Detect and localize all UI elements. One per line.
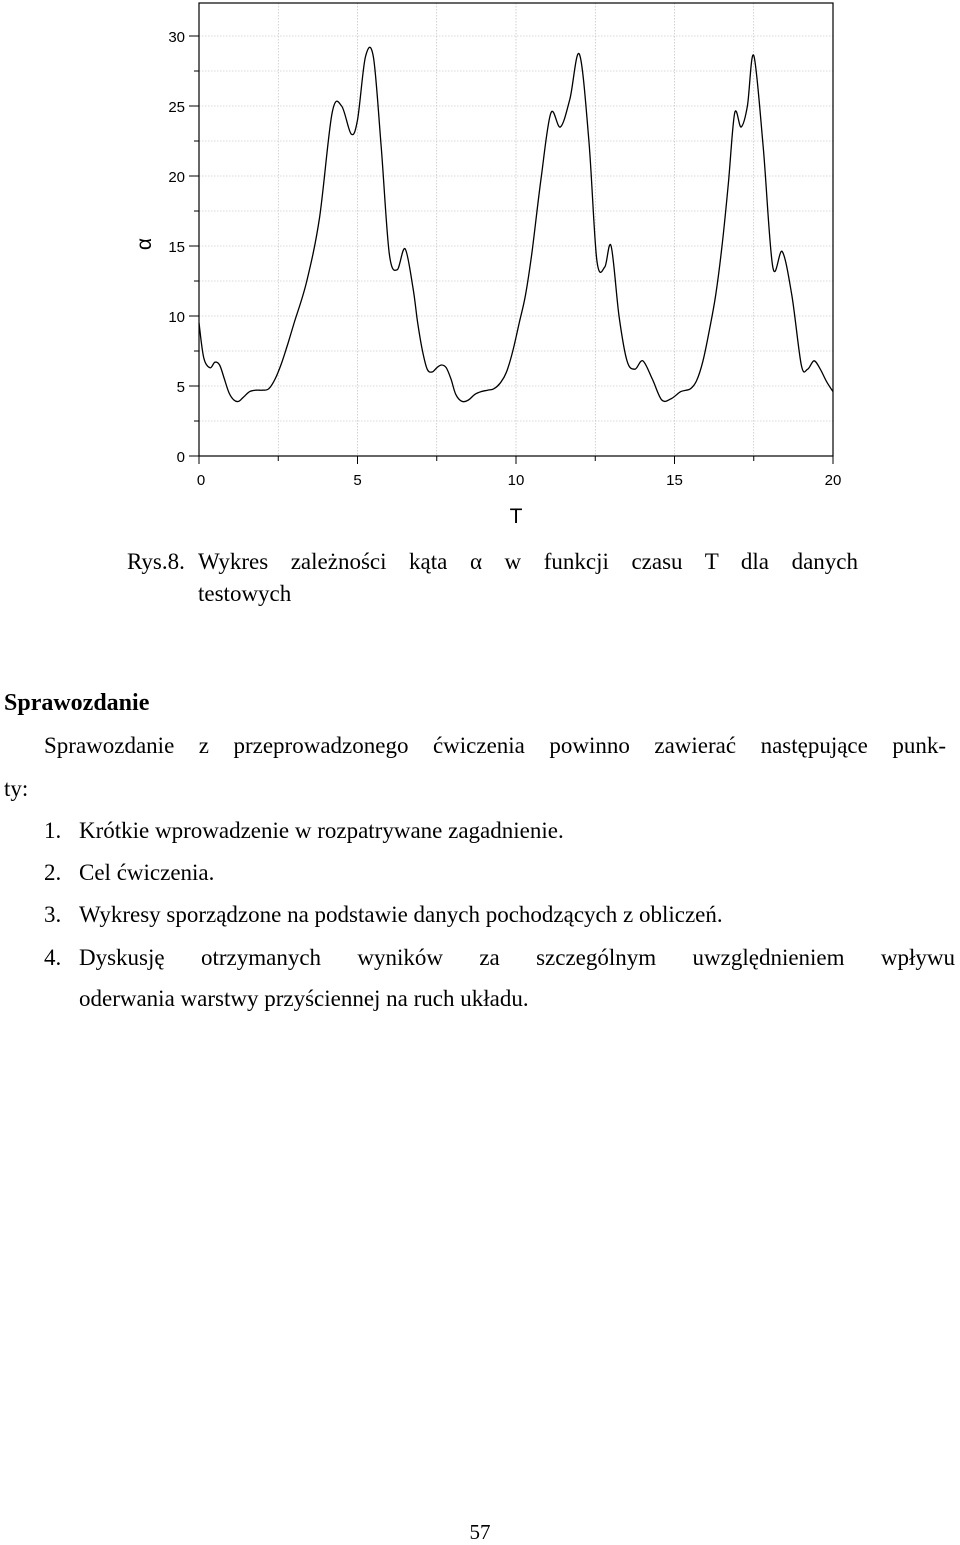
y-axis-label: α bbox=[133, 237, 156, 251]
intro-paragraph-continuation: ty: bbox=[4, 776, 29, 801]
list-item-text-line1: Dyskusję otrzymanych wyników za szczególnym uwzględnieniem wpływu bbox=[79, 945, 955, 970]
y-tick-label: 0 bbox=[176, 449, 185, 466]
x-tick-label: 5 bbox=[353, 472, 362, 489]
y-tick-label: 10 bbox=[168, 309, 185, 326]
list-item-number: 2. bbox=[44, 860, 62, 885]
chart-grid bbox=[199, 3, 833, 456]
y-tick-label: 20 bbox=[168, 169, 185, 186]
x-tick-label: 10 bbox=[507, 472, 525, 489]
y-tick-label: 25 bbox=[168, 99, 185, 116]
section-title: Sprawozdanie bbox=[4, 690, 150, 716]
caption-text-line2: testowych bbox=[198, 581, 292, 606]
x-tick-label: 15 bbox=[666, 472, 683, 489]
y-axis bbox=[168, 29, 199, 466]
y-tick-label: 30 bbox=[168, 29, 185, 46]
intro-paragraph: Sprawozdanie z przeprowadzonego ćwiczenia powinno zawierać następujące punk- bbox=[44, 733, 946, 758]
list-item-text: Wykresy sporządzone na podstawie danych pochodzących z obliczeń. bbox=[79, 902, 723, 927]
y-tick-label: 15 bbox=[168, 239, 185, 256]
list-item-number: 1. bbox=[44, 818, 62, 843]
alpha-vs-time-chart bbox=[0, 0, 960, 530]
page-number: 57 bbox=[469, 1520, 491, 1544]
list-item-number: 3. bbox=[44, 902, 62, 927]
x-axis bbox=[197, 456, 842, 489]
list-item-text-line2: oderwania warstwy przyściennej na ruch układu. bbox=[79, 986, 529, 1011]
caption-text-line1: Wykres zależności kąta α w funkcji czasu T dla danych bbox=[198, 549, 858, 574]
caption-number: Rys.8. bbox=[127, 549, 185, 574]
list-item-text: Cel ćwiczenia. bbox=[79, 860, 215, 885]
list-item-text: Krótkie wprowadzenie w rozpatrywane zagadnienie. bbox=[79, 818, 564, 843]
list-item-number: 4. bbox=[44, 945, 62, 970]
x-tick-label: 0 bbox=[196, 472, 206, 489]
y-tick-label: 5 bbox=[176, 379, 185, 396]
x-axis-label: T bbox=[509, 505, 523, 528]
x-tick-label: 20 bbox=[824, 472, 842, 489]
